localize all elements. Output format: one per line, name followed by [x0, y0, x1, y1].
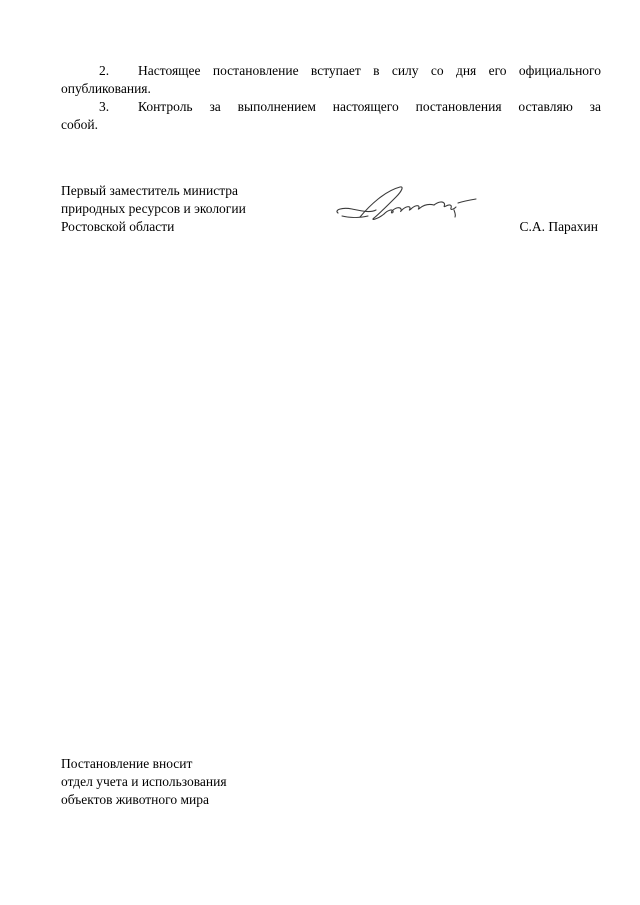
clause-3-text: Контроль за выполнением настоящего постановления оставляю за [138, 99, 601, 114]
signer-title [61, 182, 246, 236]
clause-2-line-1 [61, 62, 601, 80]
clause-3-line-2: собой. [61, 117, 98, 132]
handwritten-signature [330, 183, 480, 228]
clause-2-text: Настоящее постановление вступает в силу со дня его официального [138, 63, 601, 78]
submitted-by-line-1: Постановление вносит [61, 756, 193, 771]
submitted-by [61, 755, 227, 809]
signer-title-line-1: Первый заместитель министра [61, 183, 239, 198]
clause-3 [61, 98, 601, 134]
signer-name: С.А. Парахин [519, 219, 598, 234]
clause-2 [61, 62, 601, 98]
clause-2-line-2: опубликования. [61, 81, 151, 96]
clause-3-line-1 [61, 98, 601, 116]
clause-3-number: 3. [99, 99, 110, 114]
submitted-by-line-2: отдел учета и использования [61, 774, 227, 789]
signer-title-line-3: Ростовской области [61, 219, 175, 234]
signer-title-line-2: природных ресурсов и экологии [61, 201, 246, 216]
submitted-by-line-3: объектов животного мира [61, 792, 209, 807]
clause-2-number: 2. [99, 63, 110, 78]
